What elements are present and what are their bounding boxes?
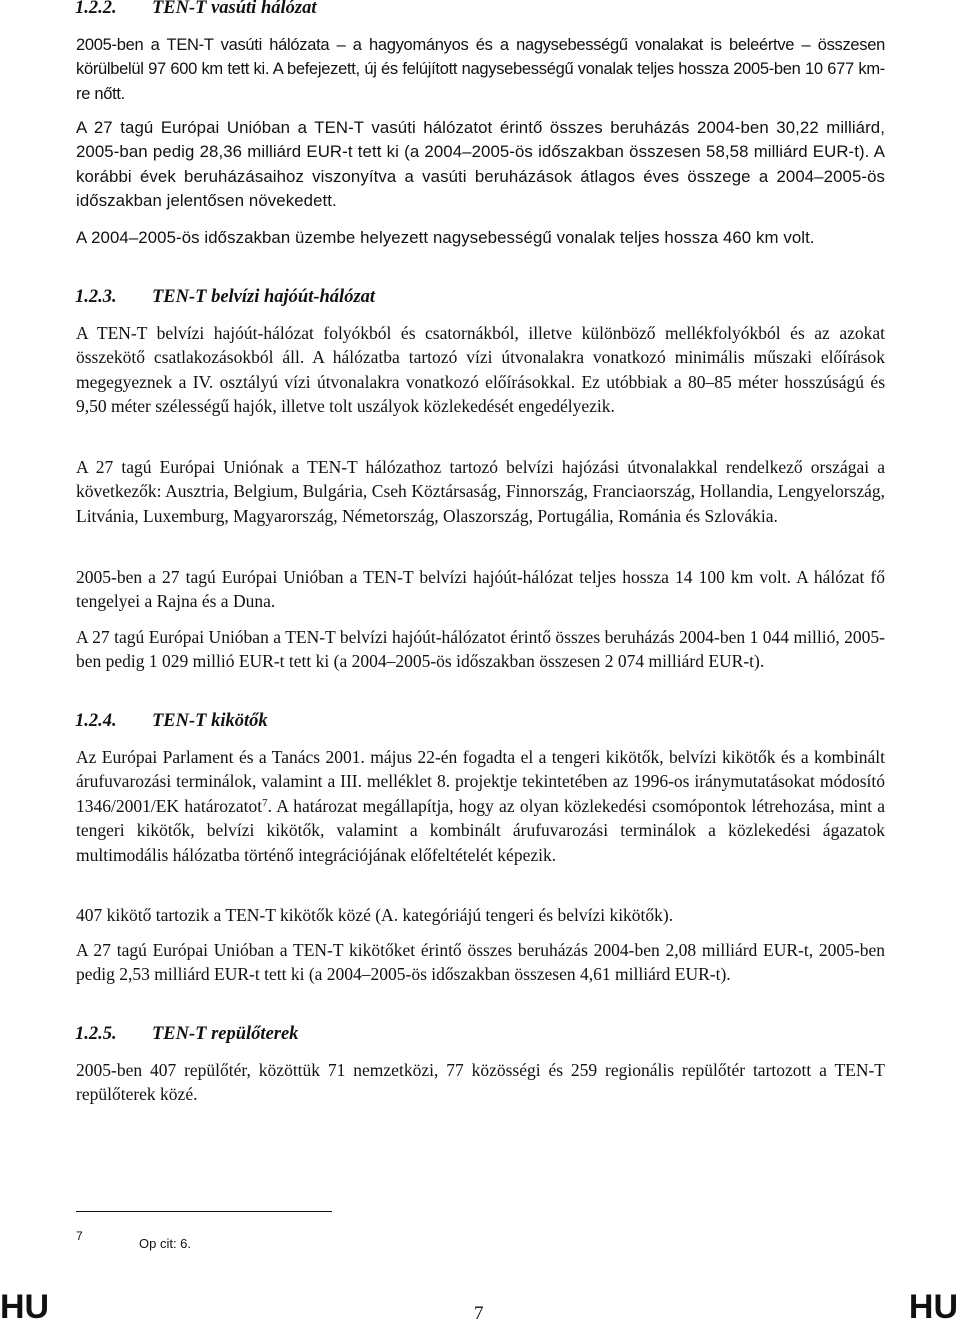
section-title: TEN-T vasúti hálózat [152,0,317,18]
paragraph-rail-investment [76,116,885,214]
paragraph-high-speed: A 2004–2005-ös időszakban üzembe helyezett nagysebességű vonalak teljes hossza 460 km volt. [76,228,815,247]
section-number: 1.2.5. [75,1024,117,1044]
paragraph-rail-network: 2005-ben a TEN-T vasúti hálózata – a hagyományos és a nagysebességű vonalakat is beleértve – összesen körülbelül 97 600 km tett ki. A befejezett, új és felújított nagysebességű vonalak teljes hossza 2005-ben 10 677 km-re nőtt. [76,36,885,103]
section-number: 1.2.4. [75,711,117,731]
ports-decision-continuation: . A határozat megállapítja, hogy az olyan közlekedési csomópontok létrehozása, mint a tengeri kikötők, belvízi kikötők, valamint a kombinált árufuvarozási terminálok a közlekedési ágazatok multimodális hálózatba történő integrációjának előfeltételét képezik. [76,795,885,865]
paragraph-inland-waterway: A TEN-T belvízi hajóút-hálózat folyókból és csatornákból, illetve különböző mellékfolyókból és az azokat összekötő csatlakozásokból áll. A hálózatba tartozó vízi útvonalakra vonatkozó minimális műszaki előírások megegyeznek a IV. osztályú vízi útvonalakra vonatkozó előírásokkal. Ez utóbbiak a 80–85 méter hosszúságú és 9,50 méter szélességű hajók, illetve tolt uszályok közlekedését engedélyezik. [76,323,885,417]
section-title: TEN-T repülőterek [152,1024,299,1044]
footer-language-right: HU [908,1288,958,1326]
footnote-separator [76,1211,332,1212]
paragraph-ports-decision [76,745,885,867]
footer-page-number: 7 [474,1303,484,1324]
section-number: 1.2.3. [75,287,117,307]
paragraph-waterway-investment: A 27 tagú Európai Unióban a TEN-T belvízi hajóút-hálózatot érintő összes beruházás 2004-ben 1 044 millió, 2005-ben pedig 1 029 millió EUR-t tett ki (a 2004–2005-ös időszakban összesen 2 074 milliárd EUR-t). [76,627,885,672]
paragraph-ports-investment: A 27 tagú Európai Unióban a TEN-T kikötőket érintő összes beruházás 2004-ben 2,08 milliárd EUR-t, 2005-ben pedig 2,53 milliárd EUR-t tett ki (a 2004–2005-ös időszakban összesen 4,61 milliárd EUR-t). [76,940,885,985]
heading-1-2-2 [76,0,316,20]
footnote-reference[interactable]: 7 [262,796,268,809]
heading-1-2-4 [76,709,268,733]
paragraph-airports: 2005-ben 407 repülőtér, közöttük 71 nemzetközi, 77 közösségi és 259 regionális repülőtér tartozott a TEN-T repülőterek közé. [76,1060,885,1105]
paragraph-waterway-countries: A 27 tagú Európai Uniónak a TEN-T hálózathoz tartozó belvízi hajózási útvonalakkal rendelkező országai a következők: Ausztria, Belgium, Bulgária, Cseh Köztársaság, Finnország, Franciaország, Hollandia, Lengyelország, Litvánia, Luxemburg, Magyarország, Németország, Olaszország, Portugália, Románia és Szlovákia. [76,457,885,526]
section-title: TEN-T belvízi hajóút-hálózat [152,287,376,307]
paragraph-waterway-length: 2005-ben a 27 tagú Európai Unióban a TEN-T belvízi hajóút-hálózat teljes hossza 14 100 km volt. A hálózat fő tengelyei a Rajna és a Duna. [76,567,885,612]
section-number: 1.2.2. [75,0,117,18]
footnote-number: 7 [76,1229,83,1243]
footnote-text: Op cit: 6. [139,1236,192,1251]
section-title: TEN-T kikötők [152,711,268,731]
ports-decision-text: Az Európai Parlament és a Tanács 2001. május 22-én fogadta el a tengeri kikötők, belvízi kikötők és a kombinált árufuvarozási terminálok, valamint a III. melléklet 8. projektje tekintetében az 1996-os iránymutatásokat módosító 1346/2001/EK határozatot [76,747,885,816]
heading-1-2-3 [76,285,375,309]
rail-investment-text: A 27 tagú Európai Unióban a TEN-T vasúti hálózatot érintő összes beruházás 2004-ben 30,22 milliárd, 2005-ban pedig 28,36 milliárd EUR-t tett ki (a 2004–2005-ös időszakban összesen 58,58 milliárd EUR-t). [76,118,885,162]
paragraph-ports-count: 407 kikötő tartozik a TEN-T kikötők közé (A. kategóriájú tengeri és belvízi kikötők). [76,905,674,925]
rail-investment-comparison: A korábbi évek beruházásaihoz viszonyítva a vasúti beruházások átlagos éves összege a 2004–2005-ös időszakban jelentősen növekedett. [76,142,885,211]
footer-language-left: HU [0,1288,50,1326]
heading-1-2-5 [76,1022,298,1046]
